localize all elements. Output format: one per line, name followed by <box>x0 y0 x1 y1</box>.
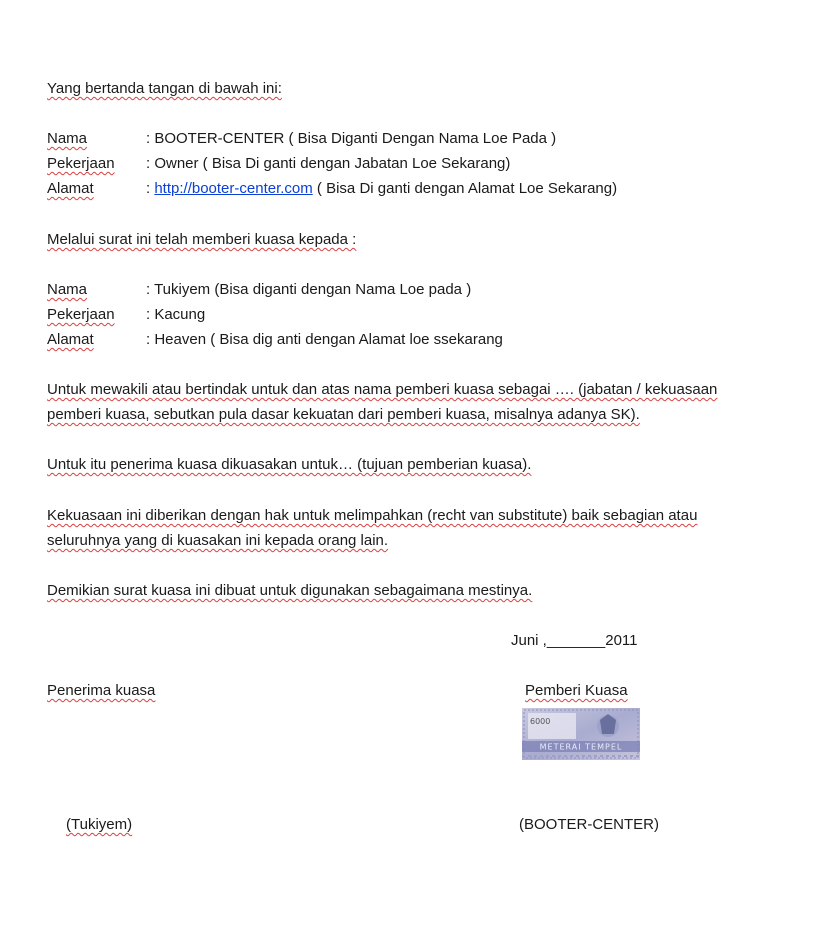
paragraph-4: Demikian surat kuasa ini dibuat untuk digunakan sebagaimana mestinya. <box>47 582 533 599</box>
giver-pekerjaan-value: : Owner ( Bisa Di ganti dengan Jabatan Loe Sekarang) <box>146 155 511 172</box>
giver-alamat-prefix: : <box>146 180 155 197</box>
receiver-nama-label: Nama <box>47 281 88 298</box>
paragraph-1-line-2: pemberi kuasa, sebutkan pula dasar kekuatan dari pemberi kuasa, misalnya adanya SK). <box>47 406 640 423</box>
paragraph-3-line-2: seluruhnya yang di kuasakan ini kepada orang lain. <box>47 532 389 549</box>
giver-alamat-suffix: ( Bisa Di ganti dengan Alamat Loe Sekarang) <box>312 180 618 197</box>
receiver-pekerjaan-row <box>47 306 205 323</box>
giver-pekerjaan-label: Pekerjaan <box>47 155 115 172</box>
mandate-intro: Melalui surat ini telah memberi kuasa kepada : <box>47 231 357 248</box>
paragraph-2: Untuk itu penerima kuasa dikuasakan untuk… (tujuan pemberian kuasa). <box>47 456 532 473</box>
receiver-alamat-row <box>47 331 503 348</box>
receiver-alamat-value: : Heaven ( Bisa dig anti dengan Alamat loe ssekarang <box>146 331 503 348</box>
receiver-alamat-label: Alamat <box>47 331 94 348</box>
svg-text:6000: 6000 <box>530 717 551 726</box>
giver-nama-value: : BOOTER-CENTER ( Bisa Diganti Dengan Nama Loe Pada ) <box>146 130 557 147</box>
intro-text: Yang bertanda tangan di bawah ini: <box>47 80 282 97</box>
giver-alamat-label: Alamat <box>47 180 94 197</box>
receiver-nama-value: : Tukiyem (Bisa diganti dengan Nama Loe pada ) <box>146 281 472 298</box>
paragraph-3-line-1: Kekuasaan ini diberikan dengan hak untuk melimpahkan (recht van substitute) baik sebagian atau <box>47 507 698 524</box>
website-link[interactable]: http://booter-center.com <box>154 180 313 197</box>
giver-nama-label: Nama <box>47 130 88 147</box>
giver-nama-row <box>47 130 556 147</box>
meterai-stamp-icon <box>522 708 640 760</box>
svg-text:METERAI TEMPEL: METERAI TEMPEL <box>539 742 623 752</box>
receiver-signature-name: (Tukiyem) <box>66 816 133 833</box>
date-line: Juni ,_______2011 <box>511 632 638 649</box>
receiver-signature-title: Penerima kuasa <box>47 682 156 699</box>
receiver-nama-row <box>47 281 471 298</box>
paragraph-1-line-1: Untuk mewakili atau bertindak untuk dan atas nama pemberi kuasa sebagai …. (jabatan / kekuasaan <box>47 381 718 398</box>
receiver-pekerjaan-value: : Kacung <box>146 306 206 323</box>
giver-pekerjaan-row <box>47 155 510 172</box>
giver-signature-name: (BOOTER-CENTER) <box>519 816 659 833</box>
giver-signature-title: Pemberi Kuasa <box>525 682 628 699</box>
receiver-pekerjaan-label: Pekerjaan <box>47 306 115 323</box>
giver-alamat-row <box>47 180 617 197</box>
